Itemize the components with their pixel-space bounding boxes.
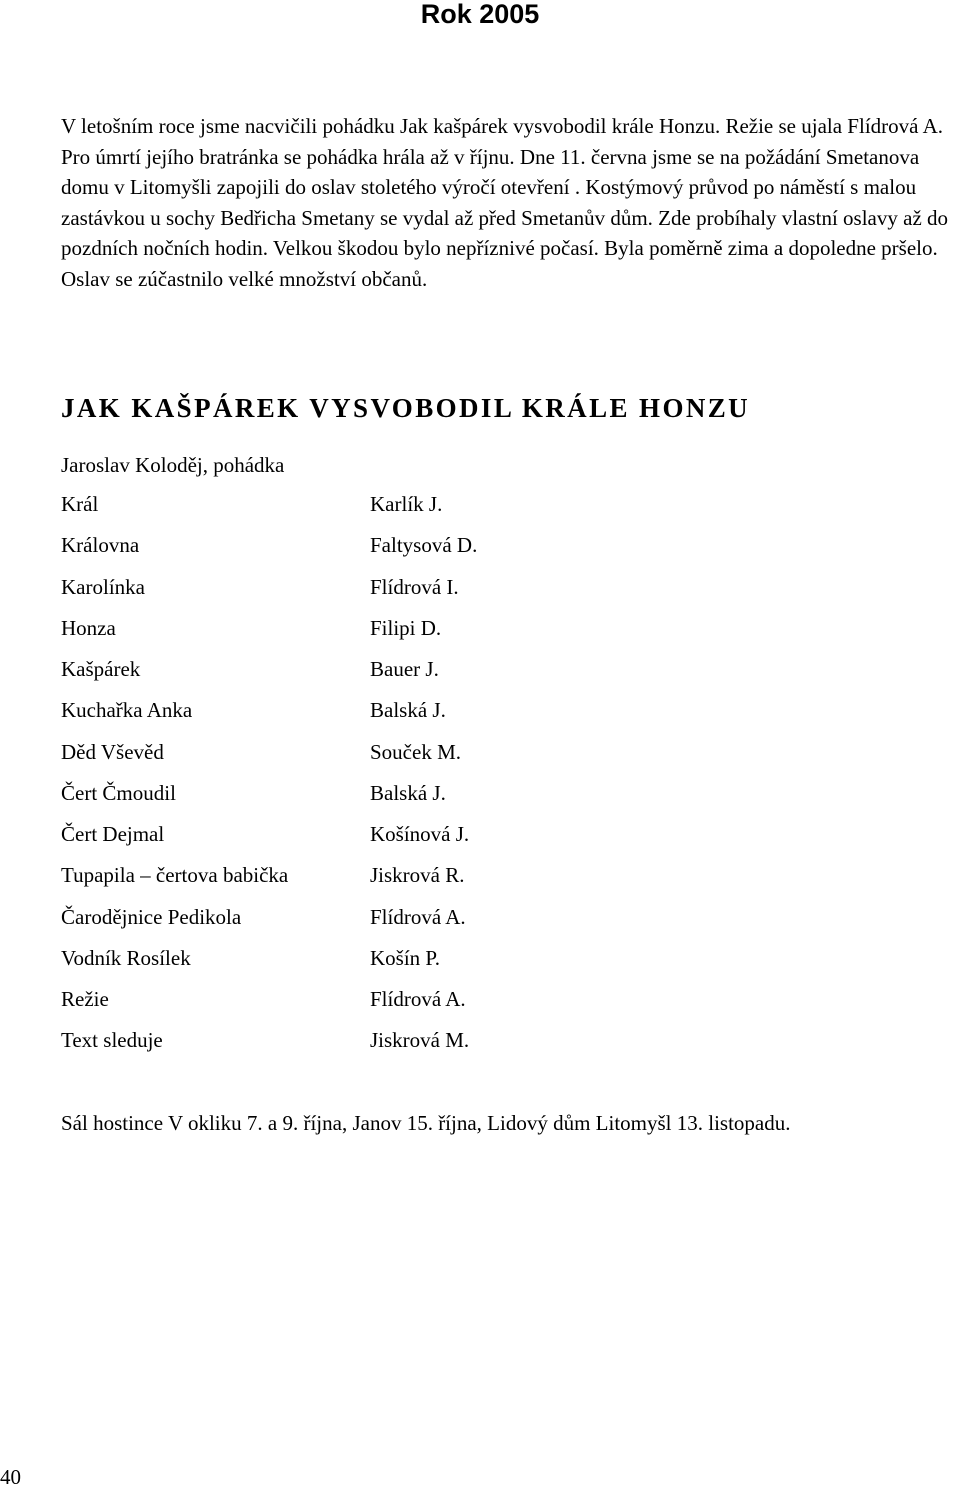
cast-actor: Flídrová A. xyxy=(370,987,466,1011)
cast-role: Čert Čmoudil xyxy=(61,780,176,805)
cast-role: Král xyxy=(61,492,99,516)
cast-row xyxy=(61,981,761,1022)
cast-actor: Souček M. xyxy=(370,739,461,764)
cast-row xyxy=(61,486,761,527)
cast-role: Vodník Rosílek xyxy=(61,945,191,970)
cast-role: Čert Dejmal xyxy=(61,822,165,846)
cast-role: Kašpárek xyxy=(61,657,141,681)
play-title: JAK KAŠPÁREK VYSVOBODIL KRÁLE HONZU xyxy=(61,393,751,423)
performances-note: Sál hostince V okliku 7. a 9. října, Janov 15. října, Lidový dům Litomyšl 13. listopadu. xyxy=(61,1111,791,1135)
cast-role: Režie xyxy=(61,987,109,1011)
cast-row xyxy=(61,651,761,692)
cast-role: Tupapila – čertova babička xyxy=(61,863,289,888)
cast-actor: Flídrová A. xyxy=(370,904,466,929)
cast-actor: Balská J. xyxy=(370,698,446,723)
cast-role: Honza xyxy=(61,615,116,640)
cast-actor: Jiskrová R. xyxy=(370,863,465,888)
cast-role: Děd Vševěd xyxy=(61,739,164,764)
cast-row xyxy=(61,1022,761,1063)
cast-row xyxy=(61,899,761,940)
cast-row xyxy=(61,775,761,816)
cast-row xyxy=(61,816,761,857)
cast-actor: Flídrová I. xyxy=(370,574,459,599)
cast-role: Královna xyxy=(61,533,140,558)
cast-row xyxy=(61,940,761,981)
cast-row xyxy=(61,734,761,775)
play-subtitle: Jaroslav Koloděj, pohádka xyxy=(61,453,285,477)
cast-actor: Bauer J. xyxy=(370,657,439,681)
cast-actor: Jiskrová M. xyxy=(370,1028,470,1053)
cast-actor: Filipi D. xyxy=(370,615,442,640)
cast-actor: Košín P. xyxy=(370,945,441,970)
cast-row xyxy=(61,692,761,733)
cast-actor: Karlík J. xyxy=(370,492,443,516)
intro-paragraph: V letošním roce jsme nacvičili pohádku Jak kašpárek vysvobodil krále Honzu. Režie se ujala Flídrová A. Pro úmrtí jejího bratránka se pohádka hrála až v říjnu. Dne 11. června jsme se na požádání Smetanova domu v Litomyšli zapojili do oslav stoletého výročí otevření . Kostýmový průvod po náměstí s malou zastávkou u sochy Bedřicha Smetany se vydal až před Smetanův dům. Zde probíhaly vlastní oslavy až do pozdních nočních hodin. Velkou škodou bylo nepříznivé počasí. Byla poměrně zima a dopoledne pršelo. Oslav se zúčastnilo velké množství občanů. xyxy=(61,114,949,291)
page-number: 40 xyxy=(0,1465,21,1489)
cast-actor: Balská J. xyxy=(370,780,446,805)
cast-row xyxy=(61,610,761,651)
cast-list xyxy=(61,486,761,1064)
cast-role: Karolínka xyxy=(61,574,145,599)
cast-row xyxy=(61,569,761,610)
cast-role: Text sleduje xyxy=(61,1028,163,1053)
cast-actor: Košínová J. xyxy=(370,822,470,846)
cast-actor: Faltysová D. xyxy=(370,533,478,558)
cast-row xyxy=(61,527,761,568)
cast-role: Čarodějnice Pedikola xyxy=(61,904,242,929)
page-title: Rok 2005 xyxy=(420,0,540,29)
cast-row xyxy=(61,857,761,898)
cast-role: Kuchařka Anka xyxy=(61,698,193,723)
